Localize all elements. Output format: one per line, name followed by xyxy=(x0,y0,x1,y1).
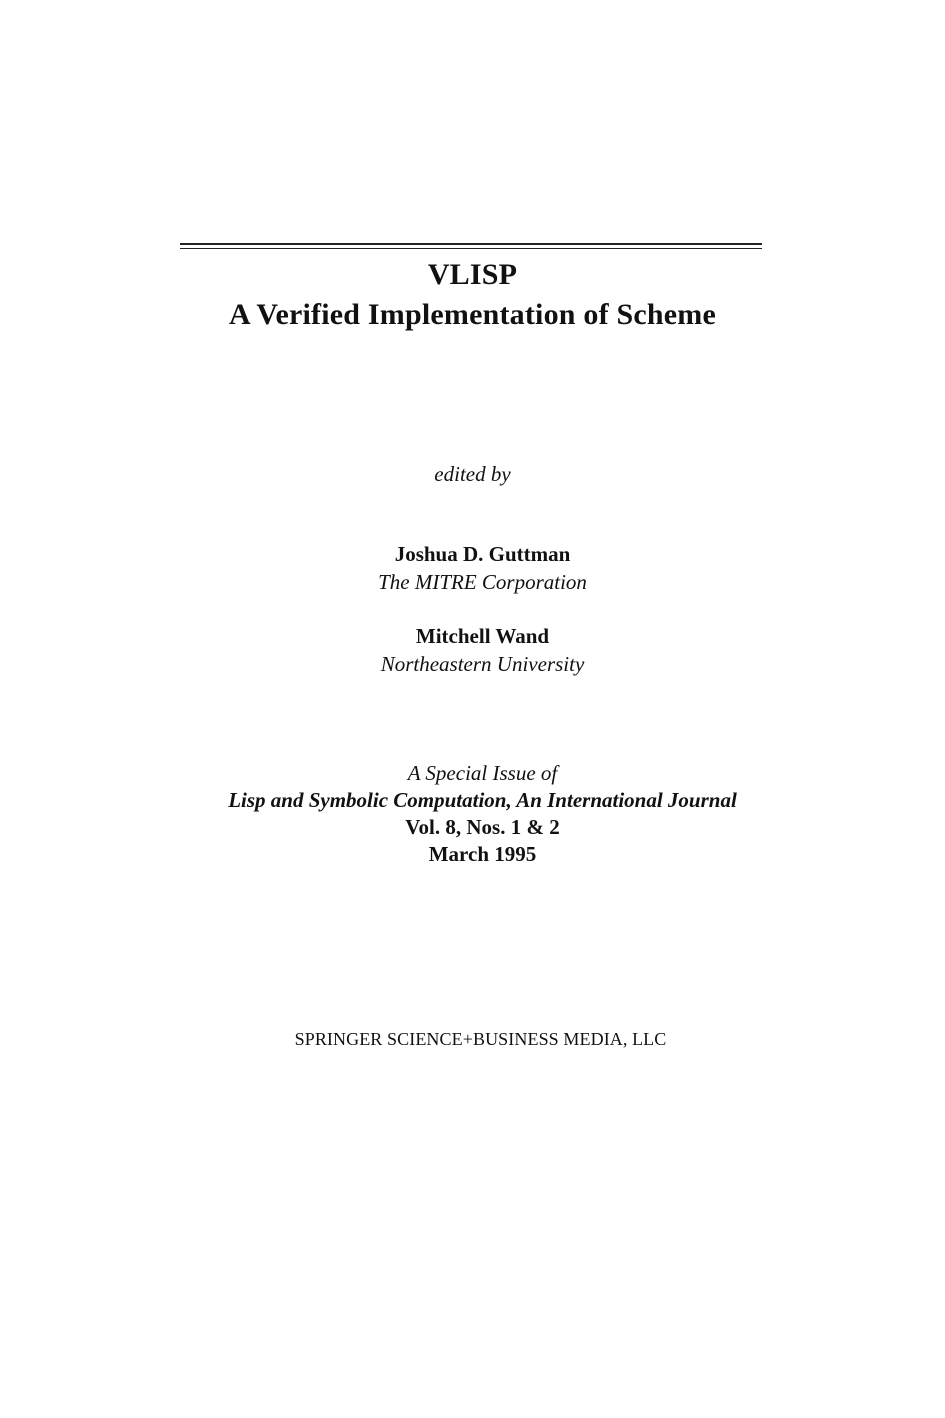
book-subtitle: A Verified Implementation of Scheme xyxy=(229,298,716,331)
editor-affiliation: The MITRE Corporation xyxy=(378,570,587,594)
title-rule-thick xyxy=(180,243,762,245)
publisher-name: SPRINGER SCIENCE+BUSINESS MEDIA, LLC xyxy=(294,1029,667,1049)
edited-by-label: edited by xyxy=(434,462,511,486)
title-rule-thin xyxy=(180,248,762,249)
journal-volume: Vol. 8, Nos. 1 & 2 xyxy=(405,815,560,839)
special-issue-label: A Special Issue of xyxy=(407,761,558,785)
editor-name: Mitchell Wand xyxy=(415,624,550,648)
editor-name: Joshua D. Guttman xyxy=(394,542,571,566)
journal-name: Lisp and Symbolic Computation, An International Journal xyxy=(228,788,737,812)
issue-date: March 1995 xyxy=(428,842,537,866)
book-title: VLISP xyxy=(427,258,518,291)
editor-affiliation: Northeastern University xyxy=(380,652,585,676)
